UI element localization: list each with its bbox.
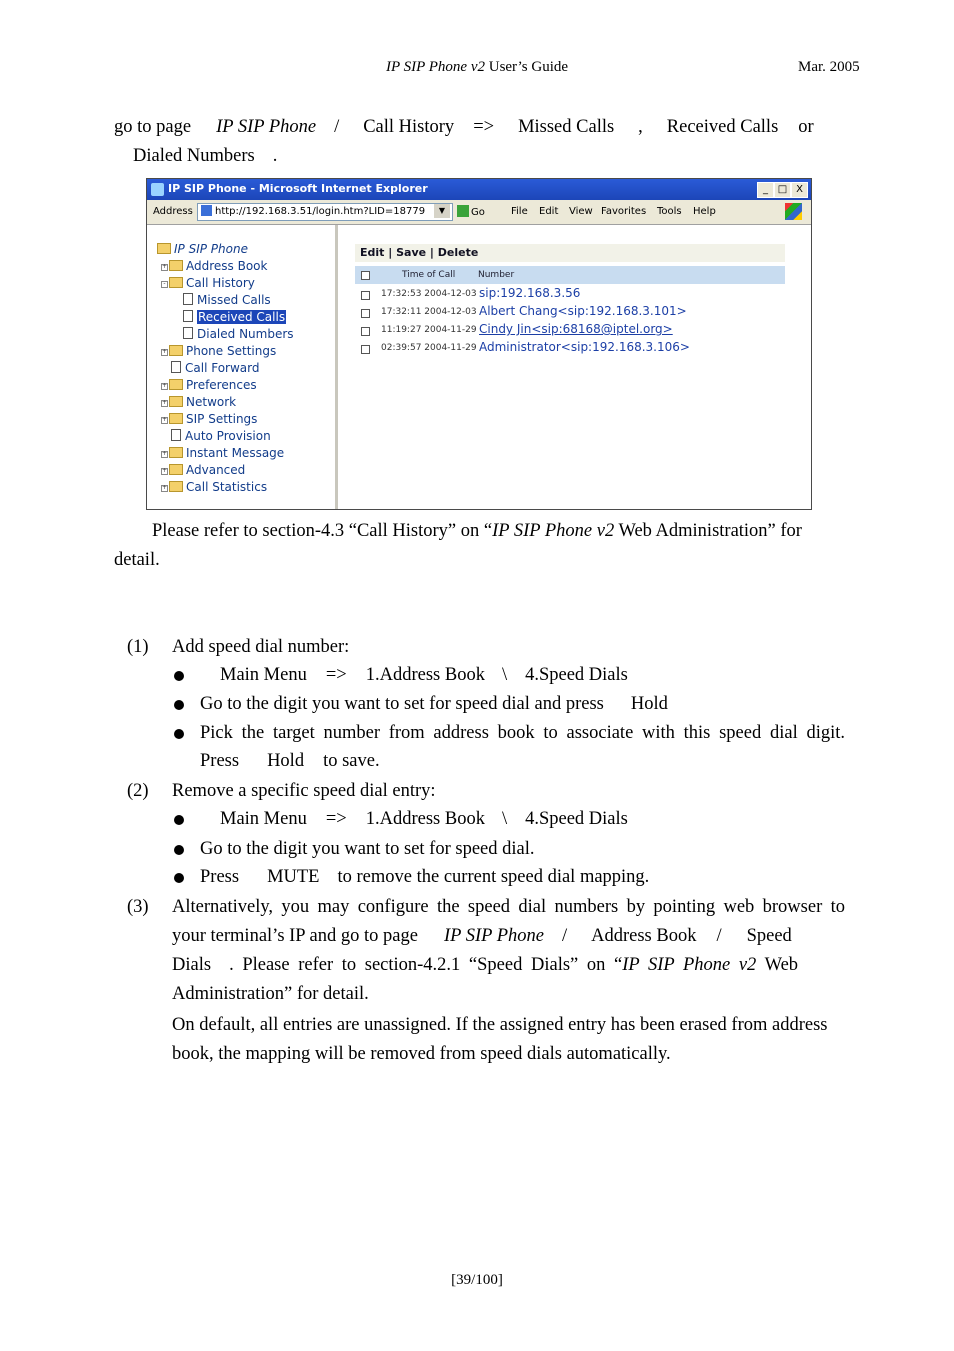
- bullet-icon: [174, 700, 184, 710]
- folder-icon: [169, 379, 183, 390]
- step-slash: /: [716, 926, 722, 946]
- address-input[interactable]: [197, 203, 453, 221]
- expand-icon[interactable]: +: [162, 382, 168, 389]
- bullet-text: Press: [200, 867, 240, 887]
- page-icon: [183, 293, 193, 305]
- row-time: 11:19:27 2004-11-29: [381, 325, 477, 335]
- menu-tools[interactable]: Tools: [657, 206, 682, 217]
- expand-icon[interactable]: +: [162, 484, 168, 491]
- step-3-line-3: [172, 951, 798, 980]
- address-bar: [147, 200, 811, 225]
- tree-item-call-statistics[interactable]: [161, 480, 267, 494]
- folder-icon: [169, 447, 183, 458]
- folder-icon: [169, 464, 183, 475]
- folder-open-icon: [169, 277, 183, 288]
- step-3-line-2: [172, 922, 792, 951]
- refer-line-1: [152, 517, 802, 546]
- navigation-tree: [147, 225, 338, 509]
- intro-ip-sip-phone: IP SIP Phone: [216, 117, 317, 137]
- tree-item-ip-sip-phone[interactable]: [157, 242, 248, 256]
- content-pane: [338, 225, 811, 509]
- step-1-bullet-1: [220, 661, 628, 690]
- step-3-number: (3): [127, 897, 149, 917]
- tree-label: Preferences: [186, 378, 257, 392]
- menu-file[interactable]: File: [511, 206, 528, 217]
- step-2-bullet-1: [220, 805, 628, 834]
- tree-item-instant-message[interactable]: [161, 446, 284, 460]
- tree-label: Call History: [186, 276, 255, 290]
- intro-period: .: [272, 146, 278, 166]
- key-hold: Hold: [630, 694, 668, 714]
- window-titlebar: [147, 179, 811, 200]
- page-icon: [201, 205, 212, 216]
- row-number[interactable]: Administrator<sip:192.168.3.106>: [479, 340, 690, 354]
- step-slash: /: [561, 926, 568, 946]
- menu-edit[interactable]: Edit: [539, 206, 559, 217]
- row-time: 02:39:57 2004-11-29: [381, 343, 477, 353]
- menu-path-speed-dials: 4.Speed Dials: [525, 809, 628, 829]
- menu-path-arrow: =>: [325, 809, 347, 829]
- expand-icon[interactable]: +: [162, 348, 168, 355]
- bullet-icon: [174, 815, 184, 825]
- row-number[interactable]: Albert Chang<sip:192.168.3.101>: [479, 304, 687, 318]
- bullet-text: to remove the current speed dial mapping.: [337, 867, 650, 887]
- menu-favorites[interactable]: Favorites: [601, 206, 647, 217]
- tree-item-dialed-numbers[interactable]: [183, 327, 294, 341]
- intro-received-calls: Received Calls: [666, 117, 779, 137]
- folder-icon: [169, 396, 183, 407]
- header-title-italic: IP SIP Phone v2: [385, 59, 485, 75]
- step-2-text: Remove a specific speed dial entry:: [172, 781, 436, 801]
- row-time: 17:32:11 2004-12-03: [381, 307, 477, 317]
- step-text: your terminal’s IP and go to page: [172, 926, 418, 946]
- select-all-checkbox[interactable]: [361, 271, 370, 280]
- expand-icon[interactable]: +: [162, 416, 168, 423]
- step-ip-sip-phone: IP SIP Phone: [443, 926, 544, 946]
- step-1-bullet-3-line-1: Pick the target number from address book to associate with this speed dial digit.: [200, 723, 845, 743]
- refer-after: Web Administration” for: [614, 521, 802, 541]
- menu-path-arrow: =>: [325, 665, 347, 685]
- ie-icon: [151, 183, 164, 196]
- menu-path-main-menu: Main Menu: [220, 809, 307, 829]
- tree-label-selected: Received Calls: [198, 310, 286, 324]
- expand-icon[interactable]: +: [162, 399, 168, 406]
- bullet-text: to save.: [323, 751, 380, 771]
- intro-call-history: Call History: [363, 117, 455, 137]
- tree-label: Address Book: [186, 259, 268, 273]
- step-2-bullet-2: Go to the digit you want to set for speed dial.: [200, 839, 535, 859]
- step-3-para-2-line-2: book, the mapping will be removed from speed dials automatically.: [172, 1044, 671, 1064]
- refer-italic: IP SIP Phone v2: [492, 521, 615, 541]
- close-icon[interactable]: X: [791, 182, 808, 198]
- column-header-time: Time of Call: [402, 270, 456, 280]
- table-header: [355, 266, 785, 284]
- maximize-icon[interactable]: □: [774, 182, 791, 198]
- go-label: Go: [471, 207, 485, 218]
- folder-icon: [169, 260, 183, 271]
- tree-item-network[interactable]: [161, 395, 236, 409]
- folder-icon: [169, 345, 183, 356]
- refer-line-2: detail.: [114, 550, 160, 570]
- tree-item-auto-provision[interactable]: [171, 429, 271, 443]
- intro-comma: ,: [638, 117, 643, 137]
- row-checkbox[interactable]: [361, 291, 370, 300]
- page-number: [39/100]: [451, 1272, 503, 1288]
- tree-label: Phone Settings: [186, 344, 277, 358]
- bullet-text: Go to the digit you want to set for speed dial and press: [200, 694, 604, 714]
- tree-label: Call Forward: [185, 361, 260, 375]
- step-text: Web: [756, 955, 799, 975]
- row-number[interactable]: sip:192.168.3.56: [479, 286, 581, 300]
- step-italic: IP SIP Phone v2: [622, 955, 757, 975]
- bullet-icon: [174, 729, 184, 739]
- tree-item-advanced[interactable]: [161, 463, 245, 477]
- refer-before: Please refer to section-4.3 “Call History” on “: [152, 521, 493, 541]
- chevron-down-icon[interactable]: ▼: [434, 204, 450, 218]
- expand-icon[interactable]: +: [162, 467, 168, 474]
- step-3-line-1: Alternatively, you may configure the speed dial numbers by pointing web browser to: [172, 897, 845, 917]
- tree-item-sip-settings[interactable]: [161, 412, 257, 426]
- tree-label: Auto Provision: [185, 429, 271, 443]
- step-dials: Dials: [172, 955, 212, 975]
- go-arrow-icon: [457, 205, 469, 217]
- row-number[interactable]: Cindy Jin<sip:68168@iptel.org>: [479, 322, 673, 336]
- expand-icon[interactable]: +: [162, 263, 168, 270]
- row-time: 17:32:53 2004-12-03: [381, 289, 477, 299]
- tree-item-call-history[interactable]: [161, 276, 255, 290]
- folder-icon: [169, 413, 183, 424]
- step-2-number: (2): [127, 781, 149, 801]
- tree-item-address-book[interactable]: [161, 259, 267, 273]
- step-1-text: Add speed dial number:: [172, 637, 350, 657]
- bullet-icon: [174, 873, 184, 883]
- folder-icon: [169, 481, 183, 492]
- address-url: http://192.168.3.51/login.htm?LID=18779: [215, 206, 426, 217]
- bullet-text: Press: [200, 751, 240, 771]
- tree-item-call-forward[interactable]: [171, 361, 259, 375]
- step-1-bullet-2: [200, 690, 668, 719]
- step-3-para-2-line-1: On default, all entries are unassigned. If the assigned entry has been erased from address: [172, 1015, 828, 1035]
- minimize-icon[interactable]: _: [757, 182, 774, 198]
- intro-line-1: [114, 113, 814, 142]
- menu-path-speed-dials: 4.Speed Dials: [525, 665, 628, 685]
- bullet-icon: [174, 671, 184, 681]
- intro-slash: /: [334, 117, 340, 137]
- page-icon: [171, 429, 181, 441]
- header-title-rest: User’s Guide: [484, 59, 569, 75]
- page-icon: [183, 327, 193, 339]
- address-label: Address: [153, 206, 193, 217]
- step-2-bullet-3: [200, 863, 649, 892]
- intro-missed-calls: Missed Calls: [518, 117, 615, 137]
- key-mute: MUTE: [267, 867, 320, 887]
- intro-line-2: [133, 142, 277, 171]
- tree-item-missed-calls[interactable]: [183, 293, 271, 307]
- menu-path-separator: \: [501, 665, 508, 685]
- intro-go-to-page: go to page: [114, 117, 192, 137]
- page-icon: [183, 310, 193, 322]
- column-header-number: Number: [478, 270, 515, 280]
- row-checkbox[interactable]: [361, 345, 370, 354]
- tree-label: Instant Message: [186, 446, 285, 460]
- tree-label: Dialed Numbers: [197, 327, 294, 341]
- menu-view[interactable]: View: [569, 206, 593, 217]
- menu-path-address-book: 1.Address Book: [365, 665, 485, 685]
- tree-item-phone-settings[interactable]: [161, 344, 276, 358]
- expand-icon[interactable]: +: [162, 450, 168, 457]
- windows-logo-icon: [785, 203, 802, 220]
- tree-label: Missed Calls: [197, 293, 271, 307]
- tree-label: SIP Settings: [186, 412, 258, 426]
- collapse-icon[interactable]: -: [161, 281, 168, 288]
- step-3-line-4: Administration” for detail.: [172, 984, 369, 1004]
- intro-dialed-numbers: Dialed Numbers: [133, 146, 255, 166]
- step-text: . Please refer to section-4.2.1 “Speed Dials” on “: [229, 955, 623, 975]
- page-icon: [171, 361, 181, 373]
- tree-label: Advanced: [186, 463, 246, 477]
- menu-path-address-book: 1.Address Book: [365, 809, 485, 829]
- row-checkbox[interactable]: [361, 327, 370, 336]
- tree-item-received-calls[interactable]: [183, 310, 286, 324]
- key-hold: Hold: [267, 751, 305, 771]
- row-checkbox[interactable]: [361, 309, 370, 318]
- go-button[interactable]: [457, 205, 485, 218]
- bullet-icon: [174, 845, 184, 855]
- menu-path-separator: \: [501, 809, 508, 829]
- tree-label: IP SIP Phone: [174, 242, 248, 256]
- step-address-book: Address Book: [591, 926, 697, 946]
- step-1-number: (1): [127, 637, 149, 657]
- window-title: IP SIP Phone - Microsoft Internet Explorer: [168, 182, 428, 195]
- tree-label: Network: [186, 395, 237, 409]
- menu-path-main-menu: Main Menu: [220, 665, 307, 685]
- intro-or: or: [798, 117, 814, 137]
- menu-help[interactable]: Help: [693, 206, 716, 217]
- page-header-date: Mar. 2005: [798, 59, 860, 75]
- edit-save-delete-toolbar[interactable]: Edit | Save | Delete: [355, 244, 785, 262]
- step-1-bullet-3-line-2: [200, 747, 380, 776]
- tree-label: Call Statistics: [186, 480, 268, 494]
- step-speed: Speed: [746, 926, 792, 946]
- tree-item-preferences[interactable]: [161, 378, 257, 392]
- folder-icon: [157, 243, 171, 254]
- intro-arrow: =>: [473, 117, 495, 137]
- browser-screenshot: [146, 178, 812, 510]
